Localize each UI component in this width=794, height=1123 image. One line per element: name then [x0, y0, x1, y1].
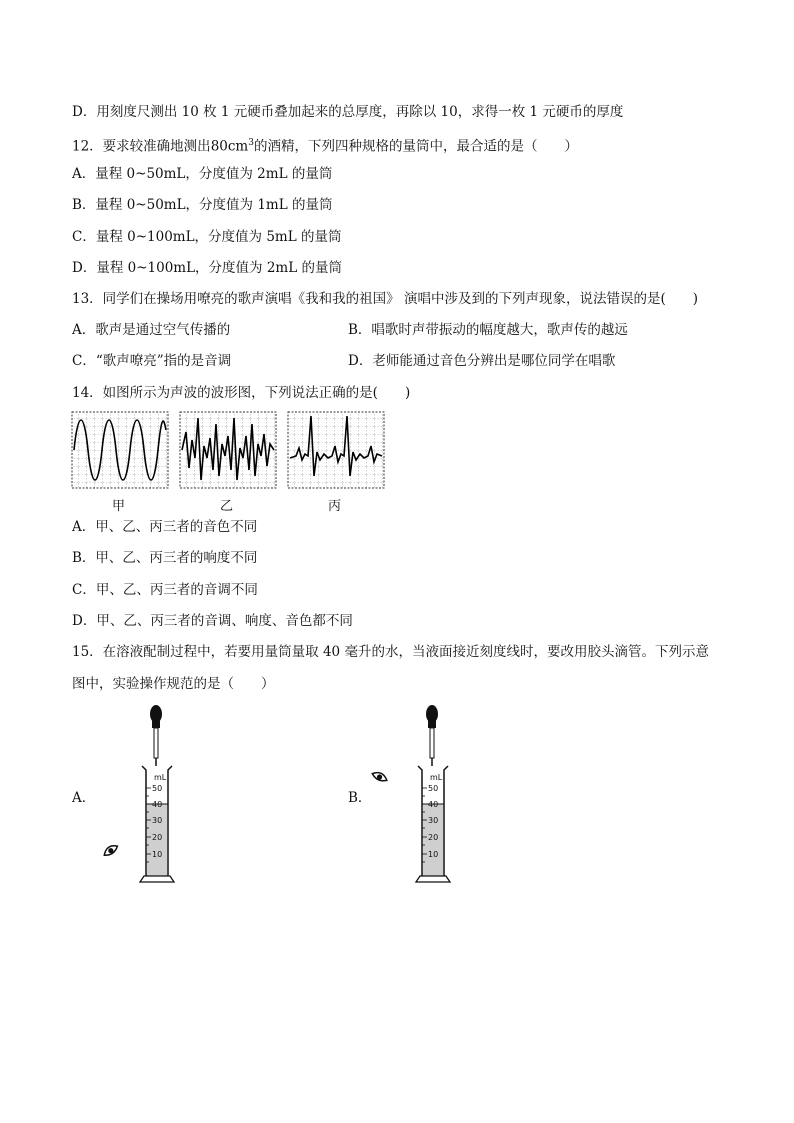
q14-stem: 14．如图所示为声波的波形图，下列说法正确的是( )	[72, 385, 411, 401]
q12-stem-prefix: 12．要求较准确地测出	[72, 138, 211, 155]
cylinder-b-tick-40: 40	[428, 800, 439, 809]
waveform-yi	[180, 412, 276, 488]
q12-option-b[interactable]: B．量程 0~50mL，分度值为 1mL 的量筒	[72, 197, 333, 213]
q14-option-b[interactable]: B．甲、乙、丙三者的响度不同	[72, 550, 258, 566]
q15-option-b-label[interactable]: B．	[348, 790, 372, 806]
waveform-jia	[72, 412, 168, 488]
q12-stem	[72, 134, 578, 156]
dropper-icon	[426, 705, 438, 766]
cylinder-a-unit: mL	[154, 773, 167, 782]
cylinder-a-tick-10: 10	[152, 850, 163, 859]
cylinder-b-tick-50: 50	[428, 784, 439, 793]
cylinder-a-tick-30: 30	[152, 816, 163, 825]
q11-option-d: D．用刻度尺测出 10 枚 1 元硬币叠加起来的总厚度，再除以 10，求得一枚 1 元硬币的厚度	[72, 104, 624, 120]
waveform-label-bing: 丙	[328, 499, 342, 514]
q12-option-d[interactable]: D．量程 0~100mL，分度值为 2mL 的量筒	[72, 260, 342, 276]
graduated-cylinder-a	[90, 700, 200, 890]
q13-option-d[interactable]: D．老师能通过音色分辨出是哪位同学在唱歌	[348, 353, 616, 369]
q12-volume: 80cm	[210, 138, 249, 155]
q15-option-a-label[interactable]: A．	[72, 790, 96, 806]
q13-option-c[interactable]: C．“歌声嘹亮”指的是音调	[72, 353, 232, 369]
dropper-icon	[150, 705, 162, 766]
q14-option-a[interactable]: A．甲、乙、丙三者的音色不同	[72, 519, 258, 535]
graduated-cylinder-b	[366, 700, 476, 890]
q12-stem-suffix: 的酒精，下列四种规格的量筒中，最合适的是（ ）	[253, 138, 578, 155]
q15-stem-line1: 15．在溶液配制过程中，若要用量筒量取 40 毫升的水，当液面接近刻度线时，要改用胶头滴管。下列示意	[72, 644, 709, 660]
cylinder-a-tick-40: 40	[152, 800, 163, 809]
waveform-label-yi: 乙	[220, 499, 234, 514]
cylinder-b-tick-20: 20	[428, 833, 439, 842]
cylinder-b-unit: mL	[430, 773, 443, 782]
q15-stem-line2: 图中，实验操作规范的是（ ）	[72, 676, 275, 692]
q12-volume-exponent: 3	[248, 138, 254, 148]
waveform-label-jia: 甲	[112, 499, 126, 514]
cylinder-a-tick-20: 20	[152, 833, 163, 842]
cylinder-b-tick-10: 10	[428, 850, 439, 859]
q14-option-c[interactable]: C．甲、乙、丙三者的音调不同	[72, 582, 258, 598]
cylinder-b-tick-30: 30	[428, 816, 439, 825]
waveform-diagram	[70, 410, 390, 492]
q13-option-b[interactable]: B．唱歌时声带振动的幅度越大，歌声传的越远	[348, 322, 628, 338]
waveform-bing	[288, 412, 384, 488]
q13-option-a[interactable]: A．歌声是通过空气传播的	[72, 322, 231, 338]
q14-option-d[interactable]: D．甲、乙、丙三者的音调、响度、音色都不同	[72, 613, 353, 629]
q13-stem: 13．同学们在操场用嘹亮的歌声演唱《我和我的祖国》 演唱中涉及到的下列声现象，说法错误的是( )	[72, 291, 699, 307]
eye-icon	[102, 843, 119, 858]
q12-option-a[interactable]: A．量程 0~50mL，分度值为 2mL 的量筒	[72, 166, 333, 182]
q12-option-c[interactable]: C．量程 0~100mL，分度值为 5mL 的量筒	[72, 229, 342, 245]
eye-icon	[371, 770, 388, 783]
cylinder-a-tick-50: 50	[152, 784, 163, 793]
